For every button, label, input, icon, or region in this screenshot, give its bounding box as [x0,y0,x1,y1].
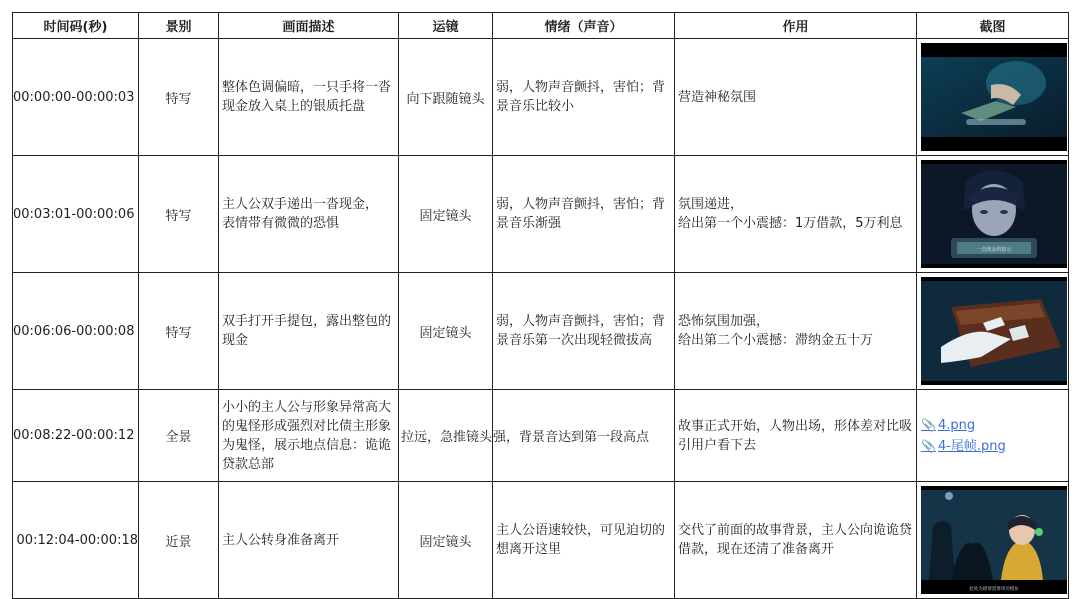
timecode-cell: 00:08:22-00:00:12 [13,390,139,482]
description-line: 主人公双手递出一沓现金， [222,197,379,212]
table-row [13,273,1069,390]
header-screenshot: 截图 [917,13,1069,39]
purpose-line: 给出第一个小震撼：1万借款，5万利息 [678,216,903,231]
shot-size-cell: 近景 [139,482,219,599]
timecode-cell: 00:00:00-00:00:03 [13,39,139,156]
camera-cell: 固定镜头 [399,482,493,599]
header-timecode: 时间码(秒) [13,13,139,39]
emotion-cell: 强，背景音达到第一段高点 [493,390,675,482]
description-cell: 主人公转身准备离开 [219,482,399,599]
attachment-link[interactable]: 📎 4-尾帧.png [921,438,1006,454]
timecode-cell: 00:03:01-00:00:06 [13,156,139,273]
shot-size-cell: 全景 [139,390,219,482]
screenshot-thumbnail[interactable] [921,277,1067,385]
camera-cell: 固定镜头 [399,156,493,273]
description-cell [219,156,399,273]
paperclip-icon: 📎 [921,438,936,453]
purpose-line: 氛围递进， [678,197,744,212]
header-row [13,13,1069,39]
screenshot-cell [917,156,1069,273]
shot-size-cell: 特写 [139,156,219,273]
shot-size-cell: 特写 [139,39,219,156]
table-row [13,156,1069,273]
table-row [13,482,1069,599]
screenshot-cell [917,273,1069,390]
table-row [13,39,1069,156]
header-description: 画面描述 [219,13,399,39]
purpose-cell: 交代了前面的故事背景，主人公向诡诡贷借款，现在还清了准备离开 [675,482,917,599]
purpose-line: 给出第二个小震撼：滞纳金五十万 [678,333,874,348]
purpose-cell: 故事正式开始，人物出场，形体差对比吸引用户看下去 [675,390,917,482]
screenshot-cell [917,482,1069,599]
thumbnail-caption: 此处为剧情需要请勿模仿 [969,587,1019,592]
paperclip-icon: 📎 [921,417,936,432]
thumbnail-caption: 一沓现金的暗示 [976,247,1012,253]
header-purpose: 作用 [675,13,917,39]
description-line: 表情带有微微的恐惧 [222,216,340,231]
camera-cell: 拉远，急推镜头 [399,390,493,482]
screenshot-thumbnail[interactable] [921,486,1067,594]
header-emotion: 情绪（声音） [493,13,675,39]
screenshot-thumbnail[interactable] [921,43,1067,151]
emotion-cell: 弱，人物声音颤抖，害怕；背景音乐第一次出现轻微拔高 [493,273,675,390]
table-row [13,390,1069,482]
screenshot-cell [917,39,1069,156]
emotion-cell: 弱，人物声音颤抖，害怕；背景音乐渐强 [493,156,675,273]
purpose-cell: 营造神秘氛围 [675,39,917,156]
purpose-line: 恐怖氛围加强， [678,314,770,329]
description-cell: 小小的主人公与形象异常高大的鬼怪形成强烈对比债主形象为鬼怪，展示地点信息：诡诡贷款总部 [219,390,399,482]
header-camera: 运镜 [399,13,493,39]
purpose-cell [675,156,917,273]
camera-cell: 向下跟随镜头 [399,39,493,156]
purpose-cell [675,273,917,390]
header-shot-size: 景别 [139,13,219,39]
emotion-cell: 弱，人物声音颤抖，害怕；背景音乐比较小 [493,39,675,156]
timecode-cell: 00:12:04-00:00:18 [13,482,139,599]
shot-size-cell: 特写 [139,273,219,390]
description-cell: 双手打开手提包，露出整包的现金 [219,273,399,390]
emotion-cell: 主人公语速较快，可见迫切的想离开这里 [493,482,675,599]
camera-cell: 固定镜头 [399,273,493,390]
storyboard-table [12,12,1069,599]
attachment-link[interactable]: 📎 4.png [921,417,976,433]
screenshot-thumbnail[interactable] [921,160,1067,268]
description-cell: 整体色调偏暗，一只手将一沓现金放入桌上的银质托盘 [219,39,399,156]
screenshot-cell [917,390,1069,482]
timecode-cell: 00:06:06-00:00:08 [13,273,139,390]
